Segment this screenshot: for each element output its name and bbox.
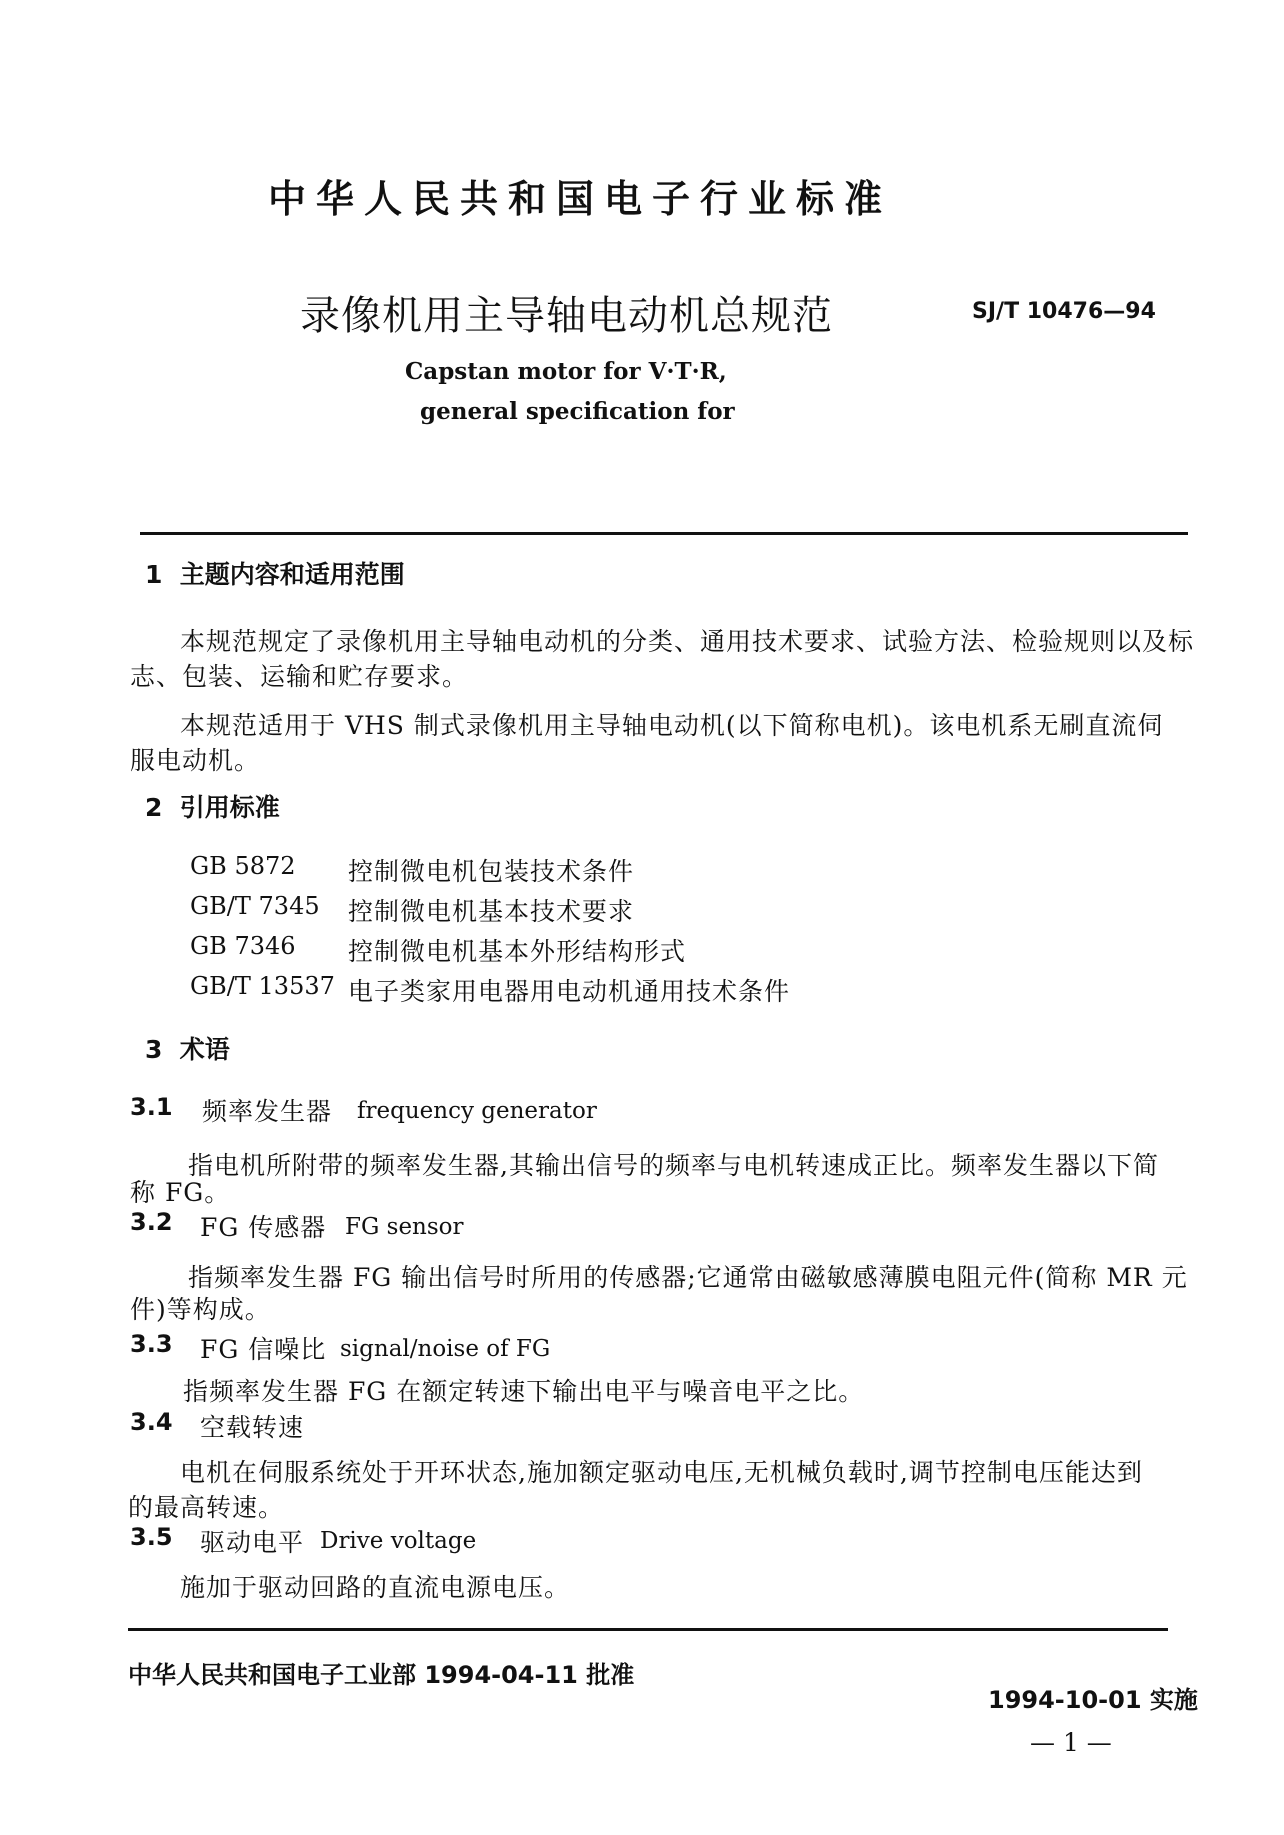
industry-standard-heading: 中华人民共和国电子行业标准 <box>268 177 893 221</box>
reference-title: 控制微电机基本外形结构形式 <box>348 937 687 966</box>
term-definition-line1: 电机在伺服系统处于开环状态,施加额定驱动电压,无机械负载时,调节控制电压能达到 <box>180 1458 1143 1487</box>
page-number: — 1 — <box>1030 1728 1112 1757</box>
section1-paragraph1-line2: 志、包装、运输和贮存要求。 <box>130 662 469 691</box>
section3-heading: 3 术语 <box>145 1035 230 1064</box>
term-english: frequency generator <box>357 1098 597 1124</box>
term-english: signal/noise of FG <box>340 1336 551 1362</box>
effective-date: 1994-10-01 实施 <box>988 1686 1198 1714</box>
section1-paragraph2-line2: 服电动机。 <box>130 746 261 775</box>
term-chinese: 频率发生器 <box>202 1097 333 1126</box>
term-definition-line1: 施加于驱动回路的直流电源电压。 <box>180 1573 571 1602</box>
term-number: 3.2 <box>130 1208 173 1236</box>
standard-code: SJ/T 10476—94 <box>972 299 1156 324</box>
term-definition-line1: 指频率发生器 FG 输出信号时所用的传感器;它通常由磁敏感薄膜电阻元件(简称 MR 元 <box>188 1263 1188 1292</box>
term-definition-line2: 件)等构成。 <box>130 1295 271 1324</box>
section1-paragraph1-line1: 本规范规定了录像机用主导轴电动机的分类、通用技术要求、试验方法、检验规则以及标 <box>180 627 1195 656</box>
reference-code: GB 7346 <box>190 932 296 960</box>
header-divider <box>140 532 1188 535</box>
english-title-line1: Capstan motor for V·T·R, <box>405 358 727 385</box>
approval-line: 中华人民共和国电子工业部 1994-04-11 批准 <box>128 1661 635 1689</box>
term-chinese: FG 信噪比 <box>200 1335 327 1364</box>
term-number: 3.5 <box>130 1523 173 1551</box>
english-title-line2: general specification for <box>420 398 735 425</box>
section1-paragraph2-line1: 本规范适用于 VHS 制式录像机用主导轴电动机(以下简称电机)。该电机系无刷直流伺 <box>180 711 1164 740</box>
term-chinese: 驱动电平 <box>200 1528 305 1557</box>
term-chinese: 空载转速 <box>200 1413 305 1442</box>
term-definition-line1: 指电机所附带的频率发生器,其输出信号的频率与电机转速成正比。频率发生器以下简 <box>188 1151 1159 1180</box>
term-number: 3.1 <box>130 1093 173 1121</box>
section2-heading: 2 引用标准 <box>145 793 280 822</box>
term-english: Drive voltage <box>320 1528 477 1554</box>
term-definition-line2: 称 FG。 <box>130 1178 231 1207</box>
reference-title: 控制微电机包装技术条件 <box>348 857 635 886</box>
reference-code: GB/T 13537 <box>190 972 335 1000</box>
reference-title: 控制微电机基本技术要求 <box>348 897 635 926</box>
footer-divider <box>128 1628 1168 1631</box>
term-definition-line1: 指频率发生器 FG 在额定转速下输出电平与噪音电平之比。 <box>183 1377 865 1406</box>
term-definition-line2: 的最高转速。 <box>128 1493 285 1522</box>
term-number: 3.4 <box>130 1408 173 1436</box>
term-english: FG sensor <box>345 1214 464 1240</box>
reference-title: 电子类家用电器用电动机通用技术条件 <box>348 977 791 1006</box>
document-title: 录像机用主导轴电动机总规范 <box>300 293 833 339</box>
reference-code: GB 5872 <box>190 852 296 880</box>
section1-heading: 1 主题内容和适用范围 <box>145 560 405 589</box>
term-chinese: FG 传感器 <box>200 1213 327 1242</box>
reference-code: GB/T 7345 <box>190 892 320 920</box>
term-number: 3.3 <box>130 1330 173 1358</box>
